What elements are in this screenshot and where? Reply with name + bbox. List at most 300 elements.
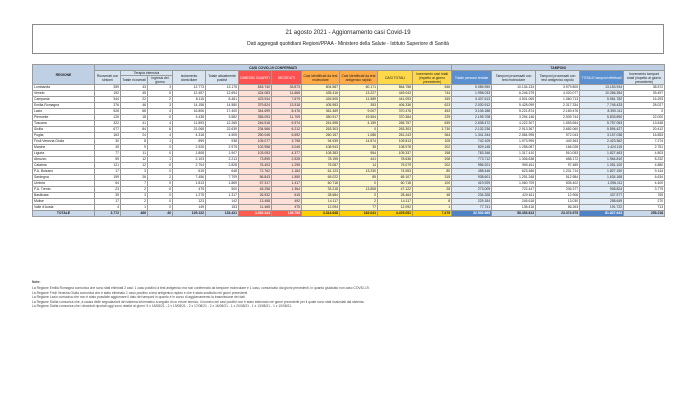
table-cell: 17.400 — [206, 109, 239, 115]
table-cell: 1.275 — [173, 193, 206, 199]
region-name: P.A. Trento — [33, 187, 95, 193]
table-cell: 938.601 — [452, 175, 492, 181]
table-cell: 123 — [173, 199, 206, 205]
table-cell: 28 — [413, 187, 452, 193]
table-cell: 1.550 — [272, 175, 302, 181]
table-cell: 135.416 — [492, 205, 536, 211]
region-name: Veneto — [33, 91, 95, 97]
table-cell: 3.294.146 — [492, 115, 536, 121]
table-cell: 80 — [413, 169, 452, 175]
table-cell: 202 — [413, 145, 452, 151]
table-cell: 103.053 — [239, 151, 272, 157]
table-cell: 45.258 — [239, 187, 272, 193]
table-cell: 804.587 — [302, 85, 340, 91]
table-cell: 7 — [121, 181, 148, 187]
table-cell: 47.122 — [378, 187, 413, 193]
table-cell: 0 — [148, 187, 173, 193]
table-cell: 85 — [340, 175, 378, 181]
table-cell: 126 — [95, 115, 121, 121]
table-cell: 677 — [95, 127, 121, 133]
col-incremento-tamponi: Incremento tamponi totali (rispetto al giorno precedente) — [624, 71, 665, 85]
region-name: Campania — [33, 97, 95, 103]
table-cell: 1.973.999 — [492, 139, 536, 145]
table-cell: 3 — [148, 85, 173, 91]
table-cell: 1.869 — [206, 181, 239, 187]
table-cell: 4.318 — [173, 133, 206, 139]
table-cell: 108.943 — [302, 145, 340, 151]
table-cell: 370.476 — [378, 109, 413, 115]
table-cell: 8.115 — [173, 97, 206, 103]
table-cell: 3 — [121, 169, 148, 175]
table-cell: 864.758 — [378, 85, 413, 91]
col-ricoverati: Ricoverati con sintomi — [95, 71, 121, 85]
table-cell: 60.718 — [378, 181, 413, 187]
table-cell: 322 — [95, 121, 121, 127]
table-cell: 2.682.060 — [536, 127, 580, 133]
table-cell: 818.740 — [239, 85, 272, 91]
table-cell: 18 — [121, 115, 148, 121]
table-cell: 1.060.713 — [536, 97, 580, 103]
table-cell: 74.553 — [378, 169, 413, 175]
table-cell: 379.824 — [239, 103, 272, 109]
table-cell: 6 — [148, 127, 173, 133]
report-title: 21 agosto 2021 - Aggiornamento casi Covid-19 — [285, 30, 411, 36]
table-cell: 3.979.800 — [536, 85, 580, 91]
region-name: Marche — [33, 145, 95, 151]
table-cell: 5.961.782 — [580, 97, 624, 103]
table-cell: 619 — [173, 169, 206, 175]
table-cell: 1.827.150 — [580, 169, 624, 175]
table-cell: 28.464 — [378, 193, 413, 199]
table-cell: 77 — [95, 151, 121, 157]
band-casi-confermati: CASI COVID-19 CONFERMATI — [95, 65, 452, 71]
region-name: Sicilia — [33, 127, 95, 133]
table-cell: 76.403 — [239, 163, 272, 169]
table-cell: 39.497 — [624, 91, 665, 97]
table-cell: 199 — [95, 175, 121, 181]
table-cell: 512.984 — [536, 175, 580, 181]
table-cell: 192 — [95, 91, 121, 97]
table-cell: 45 — [121, 91, 148, 97]
table-cell: 14 — [340, 163, 378, 169]
table-cell: 84 — [121, 127, 148, 133]
table-cell: 0 — [340, 181, 378, 187]
band-tamponi: TAMPONI — [452, 65, 665, 71]
table-cell: 35 — [340, 145, 378, 151]
table-cell: 5.085.950 — [452, 85, 492, 91]
table-cell: 9.144 — [624, 169, 665, 175]
table-cell: 1.258.087 — [492, 145, 536, 151]
table-cell: 48 — [413, 193, 452, 199]
table-cell: 435.416 — [302, 91, 340, 97]
table-cell: 255.218 — [624, 211, 665, 217]
table-cell: 11 — [121, 151, 148, 157]
table-cell: 6.212 — [272, 127, 302, 133]
table-cell: 0 — [148, 151, 173, 157]
table-cell: 142 — [206, 199, 239, 205]
table-cell: 623 — [413, 103, 452, 109]
table-cell: 9 — [121, 145, 148, 151]
table-cell: 191.722 — [580, 205, 624, 211]
table-cell: 4.400 — [624, 181, 665, 187]
table-cell: 1.060.709 — [492, 181, 536, 187]
table-cell: 7.456 — [173, 175, 206, 181]
table-cell: 105 — [413, 139, 452, 145]
table-cell: 11.893 — [173, 121, 206, 127]
col-isolamento: Isolamento domiciliare — [173, 71, 206, 85]
table-cell: 13.808 — [340, 187, 378, 193]
table-cell: 7.479 — [413, 211, 452, 217]
table-cell: 4.314.648 — [302, 211, 340, 217]
col-dimessi: DIMESSI/ GUARITI — [239, 71, 272, 85]
table-cell: 713 — [624, 205, 665, 211]
table-cell: 546 — [413, 85, 452, 91]
table-cell: 2.828 — [206, 163, 239, 169]
col-incremento-casi: Incremento casi totali (rispetto al giorno precedente) — [413, 71, 452, 85]
col-tamponi-molecolare: Tamponi processati con test molecolare — [492, 71, 536, 85]
table-cell: 355.093 — [239, 115, 272, 121]
table-cell: 32.530.965 — [452, 211, 492, 217]
table-cell: 2 — [148, 97, 173, 103]
table-cell: 938 — [206, 139, 239, 145]
table-cell: 13.227 — [340, 91, 378, 97]
table-cell: 344 — [95, 97, 121, 103]
table-cell: 1.184 — [272, 169, 302, 175]
table-cell: 100 — [413, 181, 452, 187]
table-cell: 39 — [95, 193, 121, 199]
table-cell: 13.230 — [340, 169, 378, 175]
table-cell: 26 — [121, 175, 148, 181]
table-cell: 453 — [413, 109, 452, 115]
table-cell: 2.584.995 — [492, 133, 536, 139]
table-cell: 12.906 — [536, 193, 580, 199]
table-cell: 744 — [413, 91, 452, 97]
table-cell: 1.998.033 — [452, 91, 492, 97]
region-name: Lazio — [33, 109, 95, 115]
table-cell: 225.184 — [452, 199, 492, 205]
table-cell: 234.566 — [239, 127, 272, 133]
table-cell: 61.123 — [302, 169, 340, 175]
table-cell: 3.157.038 — [580, 133, 624, 139]
table-cell: 466 — [121, 211, 148, 217]
table-cell: 4.262.344 — [239, 211, 272, 217]
table-cell: 2.423.362 — [580, 139, 624, 145]
table-cell: 12.092 — [378, 205, 413, 211]
table-cell: 722.447 — [492, 187, 536, 193]
table-cell: 77 — [340, 205, 378, 211]
table-cell: 7.709 — [206, 175, 239, 181]
table-cell: 229 — [413, 115, 452, 121]
table-cell: 0 — [624, 109, 665, 115]
region-name: Umbria — [33, 181, 95, 187]
table-cell: 1.813 — [173, 181, 206, 187]
table-cell: 1.251.348 — [492, 175, 536, 181]
table-cell: 492 — [272, 199, 302, 205]
table-cell: 4.476.051 — [378, 211, 413, 217]
table-cell: 22.000 — [624, 115, 665, 121]
col-totale-ricoverati: Totale ricoverati — [121, 76, 148, 85]
table-cell: 6.692 — [272, 133, 302, 139]
table-cell: 14.158 — [173, 103, 206, 109]
table-cell: 2.751 — [624, 145, 665, 151]
table-cell: 783.346 — [452, 151, 492, 157]
table-cell: 0 — [340, 193, 378, 199]
table-cell: 33.218 — [302, 187, 340, 193]
table-cell: 265.757 — [378, 121, 413, 127]
table-cell: 1.730 — [413, 127, 452, 133]
table-cell: 121 — [95, 163, 121, 169]
table-cell: 3.582 — [206, 115, 239, 121]
table-cell: 623.486 — [492, 169, 536, 175]
col-tamponi-antigenico: Tamponi processati con test antigenico rapido — [536, 71, 580, 85]
table-cell: 1.417 — [272, 181, 302, 187]
table-cell: 11.709 — [272, 115, 302, 121]
table-cell: 4 — [148, 121, 173, 127]
table-cell: 4.159 — [340, 121, 378, 127]
table-cell: 158 — [413, 151, 452, 157]
table-cell: 1.553.654 — [536, 121, 580, 127]
table-cell: 105.077 — [239, 139, 272, 145]
table-cell: 1 — [148, 139, 173, 145]
region-name: Piemonte — [33, 115, 95, 121]
table-cell: 4.377 — [272, 151, 302, 157]
table-cell: 361.469 — [302, 109, 340, 115]
table-cell: 246.518 — [239, 121, 272, 127]
table-cell: 162.041 — [340, 211, 378, 217]
table-cell: 5.757.053 — [580, 121, 624, 127]
table-cell: 58.353.813 — [492, 211, 536, 217]
table-cell: 648 — [206, 169, 239, 175]
table-cell: 12.265 — [206, 121, 239, 127]
region-name: Emilia-Romagna — [33, 103, 95, 109]
report-header — [32, 24, 664, 54]
table-total-row — [33, 211, 665, 217]
table-cell: 28.027 — [624, 103, 665, 109]
table-cell: 572.043 — [536, 133, 580, 139]
table-cell: 8 — [121, 139, 148, 145]
table-cell: 3 — [121, 193, 148, 199]
table-cell: 109.337 — [378, 151, 413, 157]
table-cell: 0 — [148, 115, 173, 121]
col-totale-tamponi: TOTALE tamponi effettuati — [580, 71, 624, 85]
table-cell: 260.157 — [302, 133, 340, 139]
table-cell: 20.412 — [624, 127, 665, 133]
table-cell: 424.083 — [239, 91, 272, 97]
region-name: Sardegna — [33, 175, 95, 181]
col-ingressi-giorno: Ingressi del giorno — [148, 76, 173, 85]
table-cell: 1.341.344 — [452, 133, 492, 139]
table-cell: 78.195 — [302, 157, 340, 163]
table-cell: 97.489 — [536, 163, 580, 169]
table-cell: 1.317.410 — [492, 151, 536, 157]
table-cell: 526 — [95, 109, 121, 115]
table-cell: 2.213 — [206, 157, 239, 163]
table-cell: 1.808 — [173, 151, 206, 157]
table-cell: 1 — [148, 157, 173, 163]
table-cell: 5.594.427 — [580, 127, 624, 133]
table-cell: 3.798 — [272, 139, 302, 145]
table-cell: 59 — [95, 157, 121, 163]
table-cell: 449.363 — [536, 139, 580, 145]
table-cell: 3.438 — [173, 115, 206, 121]
table-cell: 7.745.433 — [580, 103, 624, 109]
table-cell: 9.007 — [340, 109, 378, 115]
table-cell: 500 — [206, 187, 239, 193]
table-cell: 615 — [272, 193, 302, 199]
table-cell: 14.117 — [302, 199, 340, 205]
table-cell: 163 — [95, 133, 121, 139]
table-cell: 349 — [413, 97, 452, 103]
table-cell: 419.929 — [452, 181, 492, 187]
table-cell: 773.712 — [452, 157, 492, 163]
table-cell: 2.913.367 — [492, 127, 536, 133]
table-cell: 1.317 — [206, 193, 239, 199]
table-cell: 43 — [121, 85, 148, 91]
table-cell: 56.843 — [239, 175, 272, 181]
table-cell: 3 — [148, 103, 173, 109]
table-cell: 129.122 — [173, 211, 206, 217]
col-deceduti: DECEDUTI — [272, 71, 302, 85]
table-cell: 19.554 — [340, 115, 378, 121]
table-cell: 108.383 — [302, 151, 340, 157]
region-name: Friuli Venezia Giulia — [33, 139, 95, 145]
table-cell: 908.824 — [580, 187, 624, 193]
table-cell: 12 — [121, 157, 148, 163]
table-cell: 475 — [272, 205, 302, 211]
table-cell: 1 — [121, 205, 148, 211]
table-cell: 108.978 — [378, 145, 413, 151]
table-cell: 405.983 — [302, 103, 340, 109]
table-cell: 263.303 — [302, 127, 340, 133]
table-cell: 5.428.099 — [492, 103, 536, 109]
notes-line: La Regione Friuli Venezia Giulia comunica che è stato eliminato 1 caso positivo a test antigenico rapido e che è stato sostituito nei giorni precedenti. — [32, 290, 249, 295]
region-name: Liguria — [33, 151, 95, 157]
region-name: Toscana — [33, 121, 95, 127]
table-cell: 2.704 — [173, 163, 206, 169]
table-cell: 0 — [340, 127, 378, 133]
table-cell: 77.741 — [452, 205, 492, 211]
table-cell: 8.390.111 — [580, 109, 624, 115]
table-cell: 57.317 — [239, 181, 272, 187]
covid-data-table — [32, 64, 665, 217]
table-cell: 3.779 — [624, 187, 665, 193]
region-header: REGIONE — [33, 65, 95, 85]
table-cell: 423.934 — [239, 97, 272, 103]
table-cell: 208 — [413, 157, 452, 163]
table-cell: 13.458 — [239, 199, 272, 205]
table-cell: 370.384 — [378, 115, 413, 121]
table-cell: 1.424.115 — [580, 145, 624, 151]
table-cell: 22.639 — [206, 127, 239, 133]
table-cell: 21.068 — [173, 127, 206, 133]
table-cell: 13.548 — [624, 121, 665, 127]
table-cell: 353 — [340, 103, 378, 109]
table-cell: 0 — [148, 145, 173, 151]
table-cell: 3.106.188 — [452, 109, 492, 115]
report-subtitle: Dati aggregati quotidiani Regioni/PPAA - Ministero della Salute - Istituto Superiore di Sanità — [247, 41, 449, 47]
table-cell: 441 — [340, 157, 378, 163]
table-cell: 1.634.168 — [580, 175, 624, 181]
table-cell: 742.109 — [452, 139, 492, 145]
terapia-intensiva-header: Terapia intensiva — [121, 71, 173, 76]
table-cell: 78.636 — [378, 157, 413, 163]
table-cell: 6.246.379 — [492, 91, 536, 97]
table-cell: 0 — [148, 163, 173, 169]
table-cell: 0 — [148, 199, 173, 205]
table-cell: 5 — [148, 91, 173, 97]
table-cell: 1.096.111 — [580, 181, 624, 187]
table-cell: 7.274 — [624, 139, 665, 145]
col-casi-molecolare: Casi identificati da test molecolare — [302, 71, 340, 85]
table-cell: 4.020.077 — [536, 91, 580, 97]
table-cell: 11.589 — [340, 97, 378, 103]
table-cell: 899 — [173, 139, 206, 145]
table-cell: 0 — [148, 169, 173, 175]
table-cell: 40 — [148, 211, 173, 217]
table-cell: 12.694 — [206, 91, 239, 97]
table-cell: 2.926 — [173, 145, 206, 151]
col-casi-antigenico: Casi identificati da test antigenico rapido — [340, 71, 378, 85]
table-cell: 5.833.890 — [580, 115, 624, 121]
table-cell: 406.336 — [378, 103, 413, 109]
table-cell: 261.243 — [378, 133, 413, 139]
table-cell: 38.572 — [624, 85, 665, 91]
table-cell: 2.975 — [206, 145, 239, 151]
table-cell: 5.221.874 — [492, 109, 536, 115]
table-cell: 658.172 — [536, 157, 580, 163]
table-cell: 2 — [148, 175, 173, 181]
table-cell: 6.634 — [624, 175, 665, 181]
region-name: Calabria — [33, 163, 95, 169]
table-cell: 16.806 — [173, 109, 206, 115]
table-cell: 510.053 — [536, 151, 580, 157]
table-cell: 344.699 — [239, 109, 272, 115]
table-cell: 11.465 — [239, 205, 272, 211]
table-cell: 8.476 — [272, 109, 302, 115]
table-cell: 26.532 — [239, 193, 272, 199]
table-cell: 2.638.472 — [452, 121, 492, 127]
table-cell: 3.045 — [272, 145, 302, 151]
table-cell: 16.853 — [624, 133, 665, 139]
table-cell: 65.107 — [378, 175, 413, 181]
table-cell: 0 — [148, 193, 173, 199]
table-cell: 4.505 — [206, 133, 239, 139]
region-name: Puglia — [33, 133, 95, 139]
table-cell: 315 — [413, 175, 452, 181]
table-cell: 0 — [148, 205, 173, 211]
notes-section — [32, 280, 664, 308]
table-cell: 60.171 — [340, 85, 378, 91]
table-cell: 22 — [121, 97, 148, 103]
table-cell: 4.901.069 — [492, 97, 536, 103]
table-cell: 2.195.708 — [452, 115, 492, 121]
table-cell: 28.684 — [302, 193, 340, 199]
table-cell: 1.306.638 — [492, 157, 536, 163]
table-cell: 49 — [95, 145, 121, 151]
table-cell: 133.421 — [206, 211, 239, 217]
table-cell: 2.103 — [173, 157, 206, 163]
notes-line: La Regione Sicilia comunica che i deceduti riportati oggi sono relativi ai giorni: 5 x 18/08/21 - 2 x 19/08/21 - 2 x 17/08/21 - 2 x 16/08/21 - 1 x 20/08/21 - 1 x 13/08/21 - 1 x 10/08/21. — [32, 304, 293, 309]
table-cell: 10.266.354 — [580, 91, 624, 97]
notes-line: La Regione Emilia Romagna comunica che sono stati eliminati 2 casi: 1 caso positivo a test antigenico ma non confermato da tampone molecolare e 1 caso, comunicato dai giorni precedenti, in quanto giudicato non caso COVID-19. — [32, 286, 370, 291]
table-cell: 128.785 — [272, 211, 302, 217]
table-cell: 1.201.714 — [536, 169, 580, 175]
table-cell: 0 — [148, 181, 173, 187]
table-cell: 1.827.463 — [580, 151, 624, 157]
table-cell: 65.022 — [302, 175, 340, 181]
table-cell: 13.153.934 — [580, 85, 624, 91]
table-cell: 245.618 — [492, 199, 536, 205]
